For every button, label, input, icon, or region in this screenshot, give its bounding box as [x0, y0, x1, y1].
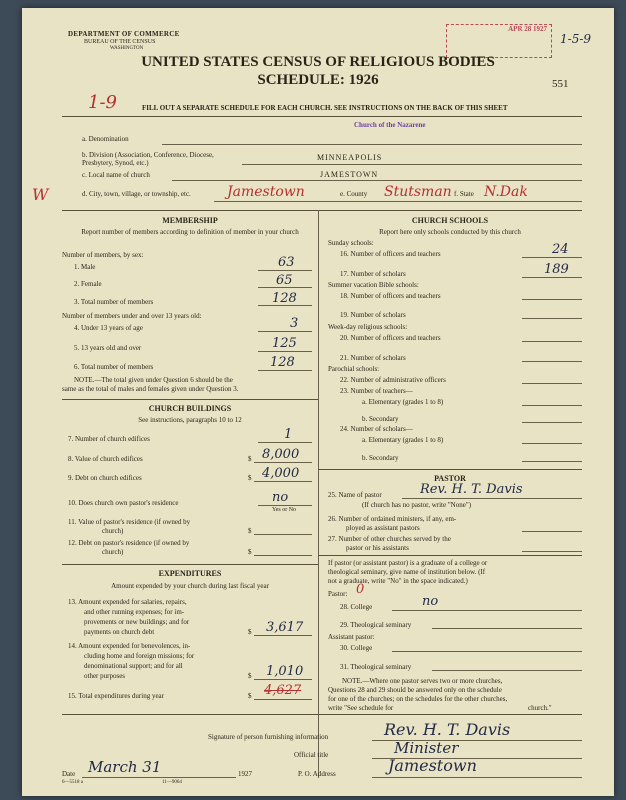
q4-label: 4. Under 13 years of age [74, 324, 143, 332]
bureau-name: BUREAU OF THE CENSUS [84, 39, 156, 45]
q16-label: 16. Number of officers and teachers [340, 250, 441, 258]
by-age-label: Number of members under and over 13 years old: [62, 312, 202, 320]
official-title-value: Minister [394, 739, 459, 757]
q20-label: 20. Number of officers and teachers [340, 334, 441, 342]
membership-title: MEMBERSHIP [162, 216, 218, 225]
official-title-label: Official title [294, 751, 329, 759]
q10-label: 10. Does church own pastor's residence [68, 499, 179, 507]
q26-label-1: 26. Number of ordained ministers, if any, em- [328, 515, 457, 523]
graduate-instruction-3: not a graduate, write "No" in the space indicated.) [328, 577, 468, 585]
date-label: Date [62, 770, 76, 778]
pastor-sub-label: Pastor: [328, 590, 348, 598]
q5-value: 125 [272, 336, 297, 351]
q11-label-2: church) [102, 527, 124, 535]
q26-label-2: ployed as assistant pastors [346, 524, 420, 532]
pastor-note-2: Questions 28 and 29 should be answered only on the schedule [328, 686, 502, 694]
q25-value: Rev. H. T. Davis [420, 482, 523, 497]
q6-label: 6. Total number of members [74, 363, 154, 371]
q4-value: 3 [290, 316, 299, 331]
q13-value: 3,617 [266, 620, 304, 635]
buildings-title: CHURCH BUILDINGS [148, 404, 232, 413]
q6-value: 128 [270, 355, 295, 370]
assistant-pastor-label: Assistant pastor: [328, 633, 375, 641]
q17-value: 189 [544, 262, 569, 277]
q14-label-1: 14. Amount expended for benevolences, in- [68, 642, 191, 650]
q13-label-4: payments on church debt [84, 628, 155, 636]
local-name-label: c. Local name of church [82, 171, 150, 179]
expenditures-intro: Amount expended by your church during last fiscal year [111, 582, 269, 590]
pastor-note-1: NOTE.—Where one pastor serves two or more churches, [342, 677, 503, 685]
county-label: e. County [340, 190, 368, 198]
q24b-label: b. Secondary [362, 454, 399, 462]
parochial-schools-label: Parochial schools: [328, 365, 380, 373]
q23b-label: b. Secondary [362, 415, 399, 423]
pastor-note-3: for one of the churches; on the schedules for the other churches, [328, 695, 508, 703]
q28-label: 28. College [340, 603, 373, 611]
bureau-city: WASHINGTON [110, 46, 144, 51]
q29-label: 29. Theological seminary [340, 621, 412, 629]
form-code-2: 11—9064 [162, 780, 182, 785]
q3-label: 3. Total number of members [74, 298, 154, 306]
q13-dollar: $ [248, 628, 252, 636]
division-value: MINNEAPOLIS [317, 153, 383, 162]
form-title: UNITED STATES CENSUS OF RELIGIOUS BODIES [141, 54, 495, 70]
q13-label-3: provements or new buildings; and for [84, 618, 190, 626]
signature-value: Rev. H. T. Davis [384, 720, 511, 739]
graduate-instruction-2: theological seminary, give name of institution below. (If [328, 568, 486, 576]
sunday-schools-label: Sunday schools: [328, 239, 374, 247]
q22-label: 22. Number of administrative officers [340, 376, 446, 384]
po-address-value: Jamestown [388, 756, 477, 775]
q21-label: 21. Number of scholars [340, 354, 406, 362]
q9-value: 4,000 [262, 466, 300, 481]
membership-note-1: NOTE.—The total given under Question 6 should be the [74, 376, 233, 384]
q5-label: 5. 13 years old and over [74, 344, 142, 352]
q25-label: 25. Name of pastor [328, 491, 382, 499]
q8-dollar: $ [248, 455, 252, 463]
received-date-stamp: APR 28 1927 [446, 24, 552, 58]
county-value: Stutsman [384, 184, 452, 200]
membership-intro: Report number of members according to definition of member in your church [81, 228, 299, 236]
q17-label: 17. Number of scholars [340, 270, 406, 278]
margin-mark: W [32, 185, 49, 204]
weekday-schools-label: Week-day religious schools: [328, 323, 408, 331]
schools-intro: Report here only schools conducted by this church [379, 228, 521, 236]
state-label: f. State [454, 190, 474, 198]
date-value: March 31 [88, 758, 162, 776]
q14-label-2: cluding home and foreign missions; for [84, 652, 195, 660]
q11-label-1: 11. Value of pastor's residence (if owned by [68, 518, 191, 526]
q13-label-2: and other running expenses; for im- [84, 608, 185, 616]
state-value: N.Dak [484, 184, 528, 200]
q10-value: no [272, 490, 289, 505]
pastor-mark: 0 [356, 582, 365, 597]
q19-label: 19. Number of scholars [340, 311, 406, 319]
by-sex-label: Number of members, by sex: [62, 251, 144, 259]
census-schedule-sheet [22, 8, 614, 796]
q16-value: 24 [552, 242, 569, 257]
q14-dollar: $ [248, 672, 252, 680]
pastor-title: PASTOR [434, 474, 466, 483]
form-code-1: 6—5518 a [62, 780, 83, 785]
instruction-line: FILL OUT A SEPARATE SCHEDULE FOR EACH CHURCH. SEE INSTRUCTIONS ON THE BACK OF THIS SHEET [142, 104, 508, 112]
q11-dollar: $ [248, 527, 252, 535]
schedule-year: SCHEDULE: 1926 [257, 72, 379, 88]
q8-label: 8. Value of church edifices [68, 455, 143, 463]
pastor-note-5: church." [528, 704, 552, 712]
buildings-intro: See instructions, paragraphs 10 to 12 [138, 416, 242, 424]
q15-value: 4,627 [264, 683, 302, 698]
membership-note-2: same as the total of males and females given under Question 3. [62, 385, 239, 393]
q14-label-3: denominational support; and for all [84, 662, 183, 670]
q14-label-4: other purposes [84, 672, 126, 680]
q24-label: 24. Number of scholars— [340, 425, 413, 433]
q7-label: 7. Number of church edifices [68, 435, 150, 443]
q14-value: 1,010 [266, 664, 304, 679]
q27-label-1: 27. Number of other churches served by the [328, 535, 451, 543]
local-name-value: JAMESTOWN [320, 170, 379, 179]
q18-label: 18. Number of officers and teachers [340, 292, 441, 300]
q23-label: 23. Number of teachers— [340, 387, 413, 395]
yes-or-no-hint: Yes or No [272, 507, 297, 513]
denomination-label: a. Denomination [82, 135, 129, 143]
q31-label: 31. Theological seminary [340, 663, 412, 671]
q27-label-2: pastor or his assistants [346, 544, 409, 552]
q25-note: (If church has no pastor, write "None") [362, 501, 472, 509]
signature-label: Signature of person furnishing information [208, 733, 329, 741]
dept-name: DEPARTMENT OF COMMERCE [68, 30, 180, 38]
summer-schools-label: Summer vacation Bible schools: [328, 281, 419, 289]
q28-value: no [422, 594, 439, 609]
graduate-instruction-1: If pastor (or assistant pastor) is a graduate of a college or [328, 559, 488, 567]
q3-value: 128 [272, 291, 297, 306]
q12-label-1: 12. Debt on pastor's residence (if owned by [68, 539, 190, 547]
po-address-label: P. O. Address [298, 770, 336, 778]
q7-value: 1 [284, 427, 293, 442]
q13-label-1: 13. Amount expended for salaries, repairs, [68, 598, 187, 606]
q12-dollar: $ [248, 548, 252, 556]
q1-value: 63 [278, 255, 295, 270]
q15-dollar: $ [248, 692, 252, 700]
q2-label: 2. Female [74, 280, 102, 288]
q9-dollar: $ [248, 474, 252, 482]
city-value: Jamestown [227, 184, 305, 200]
q2-value: 65 [276, 273, 293, 288]
q12-label-2: church) [102, 548, 124, 556]
date-year: 1927 [238, 770, 252, 778]
q1-label: 1. Male [74, 263, 96, 271]
q24a-label: a. Elementary (grades 1 to 8) [362, 436, 444, 444]
q15-label: 15. Total expenditures during year [68, 692, 164, 700]
division-label: b. Division (Association, Conference, Diocese, Presbytery, Synod, etc.) [82, 151, 214, 167]
left-note: 1-9 [88, 92, 117, 113]
pastor-note-4: write "See schedule for [328, 704, 394, 712]
q9-label: 9. Debt on church edifices [68, 474, 142, 482]
q8-value: 8,000 [262, 447, 300, 462]
q30-label: 30. College [340, 644, 373, 652]
schools-title: CHURCH SCHOOLS [411, 216, 489, 225]
city-label: d. City, town, village, or township, etc. [82, 190, 191, 198]
schedule-number: 551 [552, 78, 569, 90]
corner-note: 1-5-9 [560, 32, 592, 46]
expenditures-title: EXPENDITURES [158, 569, 222, 578]
denomination-stamp: Church of the Nazarene [354, 121, 426, 129]
q23a-label: a. Elementary (grades 1 to 8) [362, 398, 444, 406]
